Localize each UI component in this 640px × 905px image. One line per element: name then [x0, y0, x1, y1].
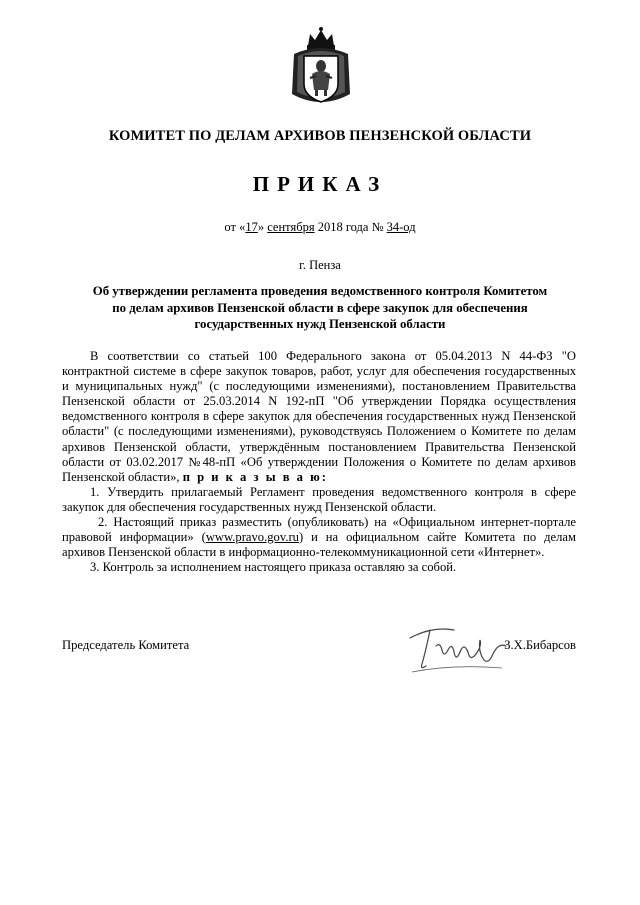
order-item-1: 1. Утвердить прилагаемый Регламент проведения ведомственного контроля в сфере закупок для обеспечения государственных нужд Пензенской области. — [62, 484, 576, 514]
order-body — [62, 349, 576, 575]
orders-word: п р и к а з ы в а ю: — [182, 469, 328, 484]
order-day: 17 — [245, 220, 258, 234]
order-prefix: от « — [224, 220, 246, 234]
preamble-paragraph — [62, 349, 576, 485]
order-subject — [80, 283, 560, 333]
order-item-2 — [62, 515, 576, 560]
penza-coat-of-arms-icon — [288, 24, 354, 110]
order-number: 34-од — [386, 220, 416, 234]
subject-line: по делам архивов Пензенской области в сфере закупок для обеспечения — [112, 300, 528, 315]
subject-line: Об утверждении регламента проведения ведомственного контроля Комитетом — [92, 284, 548, 298]
pravo-link[interactable]: www.pravo.gov.ru — [205, 530, 299, 545]
handwritten-signature-icon — [402, 616, 512, 676]
order-day-close: » — [257, 220, 268, 234]
item2-text-start: 2. Настоящий приказ разместить (опубликовать) на «Официальном интернет-портале правовой информации» ( — [62, 515, 576, 545]
order-item-3: 3. Контроль за исполнением настоящего приказа оставляю за собой. — [90, 560, 457, 575]
signature-block — [62, 636, 576, 676]
subject-line: государственных нужд Пензенской области — [194, 317, 446, 331]
signatory-name: З.Х.Бибарсов — [504, 638, 576, 652]
order-year: 2018 года № — [314, 220, 387, 234]
item2-text-end: ) и на официальном сайте Комитета по делам архивов Пензенской области в информационно-телекоммуникационной сети «Интернет». — [62, 530, 576, 560]
preamble-text: В соответствии со статьей 100 Федерального закона от 05.04.2013 N 44-ФЗ "О контрактной системе в сфере закупок товаров, работ, услуг для обеспечения государственных и муниципальных нужд" (с последующими изменениями), постановлением Правительства Пензенской области от 25.03.2014 N 192-пП "Об утверждении Порядка осуществления ведомственного контроля в сфере закупок для обеспечения государственных нужд Пензенской области" (с последующими изменениями), руководствуясь Положением о Комитете по делам архивов Пензенской области, утверждённым постановлением Правительства Пензенской области от 03.02.2017 №48-пП «Об утверждении Положения о Комитете по делам архивов Пензенской области», — [62, 349, 576, 484]
committee-name: КОМИТЕТ ПО ДЕЛАМ АРХИВОВ ПЕНЗЕНСКОЙ ОБЛАСТИ — [108, 128, 532, 144]
order-date-number — [0, 220, 640, 235]
city: г. Пенза — [299, 258, 341, 272]
document-type-title: ПРИКАЗ — [252, 172, 388, 196]
signatory-title: Председатель Комитета — [62, 638, 190, 652]
order-month: сентября — [267, 220, 315, 234]
